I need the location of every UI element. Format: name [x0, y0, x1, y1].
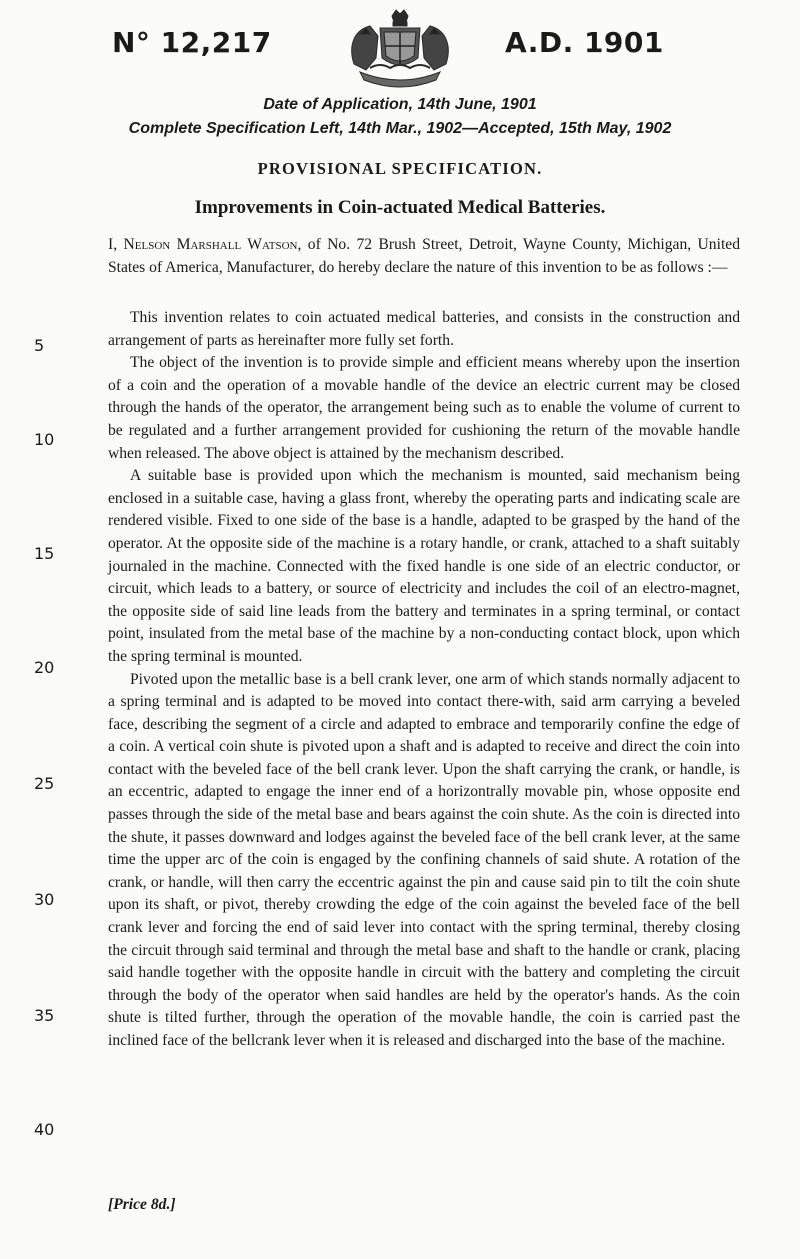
intro-paragraph [108, 234, 740, 279]
spec-title: PROVISIONAL SPECIFICATION. [257, 159, 543, 178]
line-number: 10 [34, 430, 55, 449]
paragraph: This invention relates to coin actuated medical batteries, and consists in the construction and arrangement of parts as hereinafter more fully set forth. [108, 309, 740, 349]
application-date: Date of Application, 14th June, 1901 [263, 96, 537, 113]
specification-body [108, 307, 740, 1053]
line-number: 30 [34, 890, 55, 909]
line-number: 15 [34, 544, 55, 563]
line-number: 25 [34, 774, 55, 793]
line-number: 5 [34, 336, 45, 355]
inventor-name: Nelson Marshall Watson, [123, 236, 302, 253]
intro-rest: of No. 72 Brush Street, Detroit, Wayne County, Michigan, United States of America, Manufacturer, do hereby declare the nature of this invention to be as follows :— [108, 236, 740, 276]
paragraph: Pivoted upon the metallic base is a bell crank lever, one arm of which stands normally adjacent to a spring terminal and is adapted to be moved into contact there-with, said arm carrying a beveled face, describing the segment of a circle and adapted to embrace and temporarily confine the edge of a coin. A vertical coin shute is pivoted upon a shaft and is adapted to receive and direct the coin into contact with the beveled face of the bell crank lever. Upon the shaft carrying the crank, or handle, is an eccentric, adapted to engage the inner end of a horizontrally movable pin, whose opposite end passes through the side of the metal base and bears against the coin shute. As the coin is directed into the shute, it passes downward and lodges against the beveled face of the bell crank lever, at the same time the upper arc of the coin is engaged by the confining channels of said shute. A rotation of the crank, or handle, will then carry the eccentric against the pin and cause said pin to tilt the coin shute upon its shaft, or pivot, thereby crowding the edge of the coin against the beveled face of the bell crank lever and forcing the end of said lever into contact with the spring terminal, thereby closing the circuit through said terminal and through the metal base and shaft to the handle or crank, placing said handle together with the opposite handle in circuit with the battery and completing the circuit through the body of the operator when said handles are held by the operator's hands. As the coin shute is tilted further, through the operation of the movable handle, the coin is carried past the inclined face of the bellcrank lever when it is released and discharged into the base of the machine. [108, 670, 740, 1049]
intro-pronoun: I, [108, 236, 118, 253]
header [0, 0, 800, 140]
line-number: 20 [34, 658, 55, 677]
completion-dates: Complete Specification Left, 14th Mar., 1902—Accepted, 15th May, 1902 [128, 120, 672, 137]
patent-number: N° 12,217 [112, 26, 272, 59]
paragraph: The object of the invention is to provide simple and efficient means whereby upon the insertion of a coin and the operation of a movable handle of the device an electric current may be closed through the hands of the operator, the arrangement being such as to enable the volume of current to be regulated and a further arrangement provided for cushioning the return of the movable handle when released. The above object is attained by the mechanism described. [108, 354, 740, 462]
year: A.D. 1901 [505, 26, 664, 59]
royal-arms-crest-icon [330, 6, 470, 92]
line-number: 40 [34, 1120, 55, 1139]
line-number: 35 [34, 1006, 55, 1025]
paragraph: A suitable base is provided upon which the mechanism is mounted, said mechanism being enclosed in a suitable case, having a glass front, whereby the operating parts and indicating scale are rendered visible. Fixed to one side of the base is a handle, adapted to be grasped by the hand of the operator. At the opposite side of the machine is a rotary handle, or crank, attached to a shaft suitably journaled in the machine. Connected with the fixed handle is one side of an electric conductor, or circuit, which leads to a battery, or source of electricity and includes the coil of an electro-magnet, the opposite side of said line leads from the battery and terminates in a spring terminal, or contact point, insulated from the metal base of the machine by a non-conducting contact block, upon which the spring terminal is mounted. [108, 467, 740, 665]
price: [Price 8d.] [108, 1196, 176, 1213]
invention-title: Improvements in Coin-actuated Medical Batteries. [194, 197, 606, 218]
